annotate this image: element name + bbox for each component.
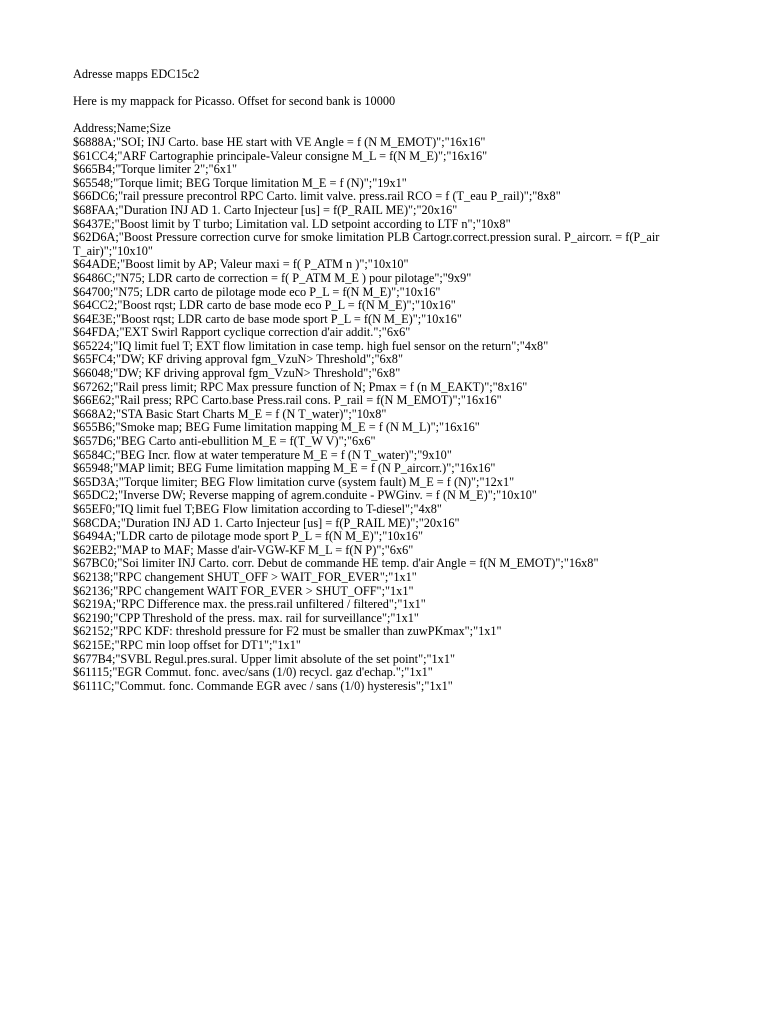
address-entry: $6215E;"RPC min loop offset for DT1";"1x1" <box>73 637 301 652</box>
address-entry: $6111C;"Commut. fonc. Commande EGR avec / sans (1/0) hysteresis";"1x1" <box>73 678 453 693</box>
address-entry: $61115;"EGR Commut. fonc. avec/sans (1/0) recycl. gaz d'echap.";"1x1" <box>73 665 433 680</box>
document-intro: Here is my mappack for Picasso. Offset for second bank is 10000 <box>73 94 396 109</box>
address-entry: $67BC0;"Soi limiter INJ Carto. corr. Debut de commande HE temp. d'air Angle = f(N M_EMOT)";"16x8" <box>73 556 599 571</box>
address-entry: $6584C;"BEG Incr. flow at water temperature M_E = f (N T_water)";"9x10" <box>73 447 452 462</box>
address-entry: $65948;"MAP limit; BEG Fume limitation mapping M_E = f (N P_aircorr.)";"16x16" <box>73 461 496 476</box>
address-entry: $62138;"RPC changement SHUT_OFF > WAIT_FOR_EVER";"1x1" <box>73 569 417 584</box>
spacer <box>73 109 713 123</box>
address-entry: $64E3E;"Boost rqst; LDR carto de base mode sport P_L = f(N M_E)";"10x16" <box>73 311 462 326</box>
address-entry: $657D6;"BEG Carto anti-ebullition M_E = f(T_W V)";"6x6" <box>73 434 376 449</box>
address-entry: $65EF0;"IQ limit fuel T;BEG Flow limitation according to T-diesel";"4x8" <box>73 502 442 516</box>
address-entry: $677B4;"SVBL Regul.pres.sural. Upper limit absolute of the set point";"1x1" <box>73 651 456 666</box>
document-title: Adresse mapps EDC15c2 <box>73 67 200 81</box>
table-header: Address;Name;Size <box>73 121 171 136</box>
address-entry: $6494A;"LDR carto de pilotage mode sport P_L = f(N M_E)";"10x16" <box>73 529 423 544</box>
address-entry: $66DC6;"rail pressure precontrol RPC Carto. limit valve. press.rail RCO = f (T_eau P_rail)";"8x8" <box>73 189 561 204</box>
address-entry: $65548;"Torque limit; BEG Torque limitation M_E = f (N)";"19x1" <box>73 175 407 190</box>
address-entry: $62152;"RPC KDF: threshold pressure for F2 must be smaller than zuwPKmax";"1x1" <box>73 624 502 639</box>
address-entry: $668A2;"STA Basic Start Charts M_E = f (N T_water)";"10x8" <box>73 406 387 421</box>
address-entry: $67262;"Rail press limit; RPC Max pressure function of N; Pmax = f (n M_EAKT)";"8x16" <box>73 379 528 394</box>
address-list <box>73 136 713 693</box>
address-entry: $66E62;"Rail press; RPC Carto.base Press.rail cons. P_rail = f(N M_EMOT)";"16x16" <box>73 393 502 408</box>
address-entry: $665B4;"Torque limiter 2";"6x1" <box>73 162 238 177</box>
address-entry: $655B6;"Smoke map; BEG Fume limitation mapping M_E = f (N M_L)";"16x16" <box>73 420 480 435</box>
document-page <box>73 68 713 693</box>
address-entry: $66048;"DW; KF driving approval fgm_VzuN> Threshold";"6x8" <box>73 366 401 381</box>
address-entry: $6888A;"SOI; INJ Carto. base HE start with VE Angle = f (N M_EMOT)";"16x16" <box>73 134 486 149</box>
address-entry: $62136;"RPC changement WAIT FOR_EVER > SHUT_OFF";"1x1" <box>73 583 414 598</box>
address-entry: $68CDA;"Duration INJ AD 1. Carto Injecteur [us] = f(P_RAIL ME)";"20x16" <box>73 515 460 530</box>
address-entry: $62190;"CPP Threshold of the press. max. rail for surveillance";"1x1" <box>73 610 419 625</box>
address-entry: $68FAA;"Duration INJ AD 1. Carto Injecteur [us] = f(P_RAIL ME)";"20x16" <box>73 202 458 217</box>
spacer <box>73 82 713 96</box>
address-entry: $65DC2;"Inverse DW; Reverse mapping of agrem.conduite - PWGinv. = f (N M_E)";"10x10" <box>73 488 537 503</box>
address-entry: $64CC2;"Boost rqst; LDR carto de base mode eco P_L = f(N M_E)";"10x16" <box>73 298 456 313</box>
address-entry: $6437E;"Boost limit by T turbo; Limitation val. LD setpoint according to LTF n";"10x8" <box>73 216 511 231</box>
address-entry: $64700;"N75; LDR carto de pilotage mode eco P_L = f(N M_E)";"10x16" <box>73 284 441 299</box>
address-entry: $6486C;"N75; LDR carto de correction = f( P_ATM M_E ) pour pilotage";"9x9" <box>73 270 472 285</box>
address-entry: $62EB2;"MAP to MAF; Masse d'air-VGW-KF M_L = f(N P)";"6x6" <box>73 542 414 557</box>
address-entry: $61CC4;"ARF Cartographie principale-Valeur consigne M_L = f(N M_E)";"16x16" <box>73 148 488 163</box>
address-entry: $62D6A;"Boost Pressure correction curve for smoke limitation PLB Cartogr.correct.pression sural. P_aircorr. = f(P_air T_air)";"10x10" <box>73 230 660 258</box>
address-entry: $64ADE;"Boost limit by AP; Valeur maxi = f( P_ATM n )";"10x10" <box>73 257 409 272</box>
address-entry: $65D3A;"Torque limiter; BEG Flow limitation curve (system fault) M_E = f (N)";"12x1" <box>73 474 515 489</box>
address-entry: $65FC4;"DW; KF driving approval fgm_VzuN> Threshold";"6x8" <box>73 352 403 367</box>
address-entry: $6219A;"RPC Difference max. the press.rail unfiltered / filtered";"1x1" <box>73 597 426 612</box>
address-entry: $65224;"IQ limit fuel T; EXT flow limitation in case temp. high fuel sensor on the return";"4x8" <box>73 338 549 353</box>
address-entry: $64FDA;"EXT Swirl Rapport cyclique correction d'air addit.";"6x6" <box>73 325 411 340</box>
